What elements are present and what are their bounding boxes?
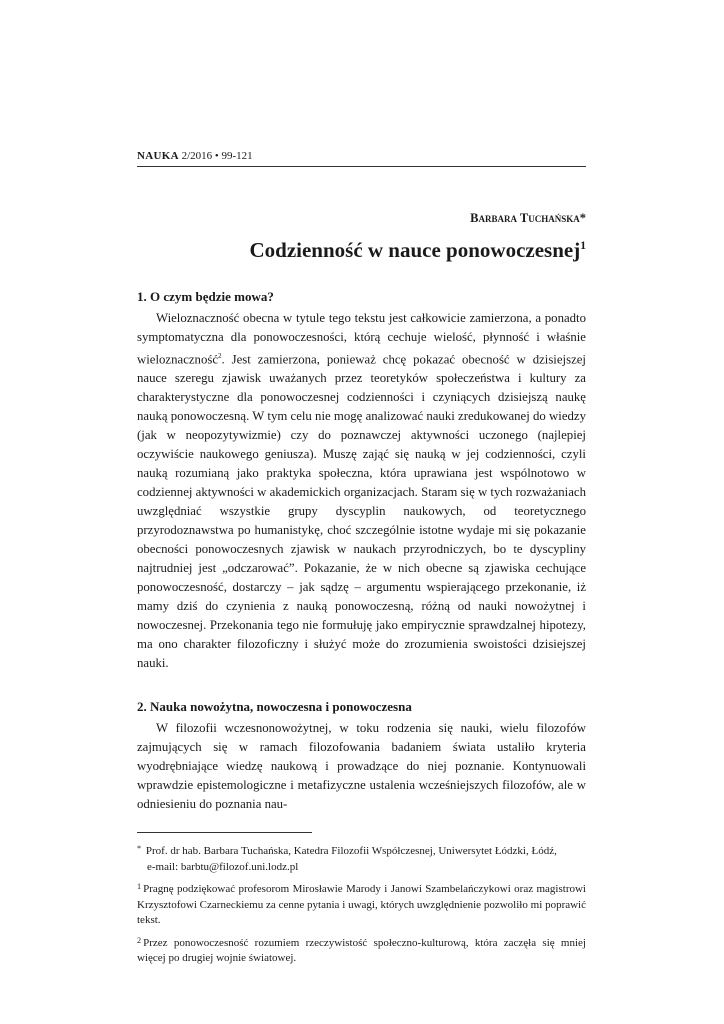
running-header: [137, 150, 586, 167]
footnote-divider: [137, 832, 312, 833]
section-2-paragraph: W filozofii wczesnonowożytnej, w toku rodzenia się nauki, wielu filozofów zajmujących się w ramach filozofowania badaniem świata ustaliło kryteria wyodrębniające wiedzę naukową i prowadzące do niej poznanie. Kontynuowali wprawdzie epistemologiczne i metafizyczne ustalenia wcześniejszych filozofów, ale w odniesieniu do poznania nau-: [137, 721, 586, 812]
article-title: [137, 238, 586, 263]
journal-name: NAUKA: [137, 150, 179, 162]
footnote-2: [137, 933, 586, 967]
footnote-ref-2[interactable]: 2: [218, 352, 222, 360]
footnotes: [137, 841, 586, 966]
footnote-text: Przez ponowoczesność rozumiem rzeczywistość społeczno-kulturową, która zaczęła się mniej więcej po drugiej wojnie światowej.: [137, 936, 586, 964]
footnote-mark: 1: [137, 882, 142, 892]
section-1-paragraph: [137, 309, 586, 673]
footnote-text: Prof. dr hab. Barbara Tuchańska, Katedra Filozofii Współczesnej, Uniwersytet Łódzki, Łódź,: [145, 845, 557, 858]
footnote-email[interactable]: e-mail: barbtu@filozof.uni.lodz.pl: [147, 860, 299, 873]
section-heading-2: 2. Nauka nowożytna, nowoczesna i ponowoczesna: [137, 699, 412, 715]
footnote-author: [137, 841, 586, 875]
issue-info: 2/2016 • 99-121: [181, 150, 253, 162]
footnote-mark: *: [137, 844, 142, 854]
footnote-text: Pragnę podziękować profesorom Mirosławie Marody i Janowi Szambelańczykowi oraz magistrowi Krzysztofowi Czarneckiemu za cenne pytania i uwagi, których uwzględnienie pozwoliło mi poprawić tekst.: [137, 883, 586, 927]
footnote-mark: 2: [137, 935, 142, 945]
footnote-1: [137, 879, 586, 928]
page: [137, 150, 586, 970]
paragraph-text: Wieloznaczność obecna w tytule tego tekstu jest całkowicie zamierzona, a ponadto symptomatyczna dla ponowoczesności, którą cechuje wielość, płynność i właśnie wieloznaczność: [137, 311, 586, 367]
author-name: [137, 211, 586, 226]
paragraph-text-cont: . Jest zamierzona, ponieważ chcę pokazać obecność w dzisiejszej nauce szeregu zjawisk uważanych przez teoretyków społeczeństwa i kultury za charakterystyczne dla ponowoczesnej codzienności i czyniących dzisiejszą naukę nauką ponowoczesną. W tym celu nie mogę analizować nauki zredukowanej do wiedzy (jak w neopozytywizmie) czy do poznawczej aktywności uczonego (najlepiej oczywiście naukowego geniusza). Muszę zająć się nauką w jej codzienności, czyli nauką rozumianą jako praktyka społeczna, która uprawiana jest wspólnotowo w codziennej aktywności w akademickich organizacjach. Staram się w tych rozważaniach uwzględniać wszystkie grupy dyscyplin naukowych, od teoretycznego przyrodoznawstwa po humanistykę, choć szczególnie istotne wydaje mi się pokazanie obecności ponowoczesnych zjawisk w naukach przyrodniczych, bo te dyscypliny najtrudniej jest „odczarować”. Pokazanie, że w nich obecne są zjawiska cechujące ponowoczesność, dostarczy – jak sądzę – argumentu wspierającego przekonanie, iż mamy dziś do czynienia z nauką ponowoczesną, różną od nauki nowożytnej i nowoczesnej. Przekonania tego nie formułuję jako empirycznie sprawdzalnej hipotezy, ma ono charakter filozoficzny i służyć może do zrozumienia swoistości dzisiejszej nauki.: [137, 352, 586, 671]
title-footnote-mark[interactable]: 1: [580, 240, 586, 252]
section-heading-1: 1. O czym będzie mowa?: [137, 289, 274, 304]
author-text: Barbara Tuchańska*: [470, 211, 586, 225]
title-text: Codzienność w nauce ponowoczesnej: [249, 238, 581, 262]
